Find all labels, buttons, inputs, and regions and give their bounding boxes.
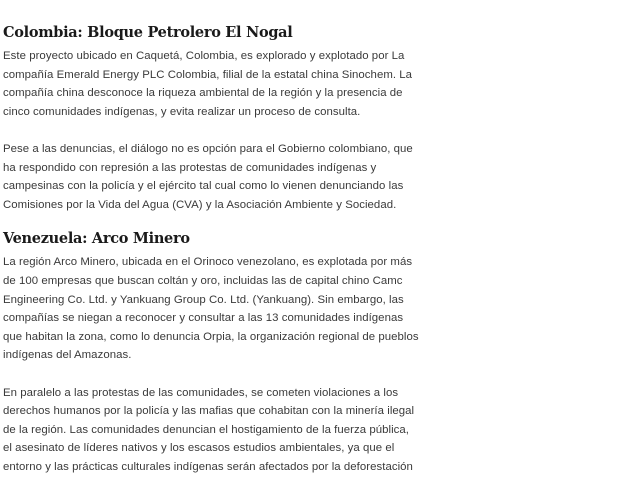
paragraph-colombia-2: Pese a las denuncias, el diálogo no es opción para el Gobierno colombiano, que ha respondido con represión a las protestas de comunidades indígenas y campesinas con la policía y el ejército tal cual como lo vienen denunciando las Comisiones por la Vida del Agua (CVA) y la Asociación Ambiente y Sociedad. [3,142,413,211]
article-body [3,22,421,476]
paragraph-colombia-1: Este proyecto ubicado en Caquetá, Colombia, es explorado y explotado por La compañía Emerald Energy PLC Colombia, filial de la estatal china Sinochem. La compañía china desconoce la riqueza ambiental de la región y la presencia de cinco comunidades indígenas, y evita realizar un proceso de consulta. [3,50,413,118]
paragraph-venezuela-1: La región Arco Minero, ubicada en el Orinoco venezolano, es explotada por más de 100 empresas que buscan coltán y oro, incluidas las de capital chino Camc Engineering Co. Ltd. y Yankuang Group Co. Ltd. (Yankuang). Sin embargo, las compañías se niegan a reconocer y consultar a las 13 comunidades indígenas que habitan la zona, como lo denuncia Orpia, la organización regional de pueblos indígenas del Amazonas. [3,256,419,362]
section-heading-colombia: Colombia: Bloque Petrolero El Nogal [3,24,293,41]
paragraph-venezuela-2: En paralelo a las protestas de las comunidades, se cometen violaciones a los derechos humanos por la policía y las mafias que cohabitan con la minería ilegal de la región. Las comunidades denuncian el hostigamiento de la fuerza pública, el asesinato de líderes nativos y los escasos estudios ambientales, ya que el entorno y las prácticas culturales indígenas serán afectados por la deforestación [3,386,415,473]
section-heading-venezuela: Venezuela: Arco Minero [3,230,190,248]
